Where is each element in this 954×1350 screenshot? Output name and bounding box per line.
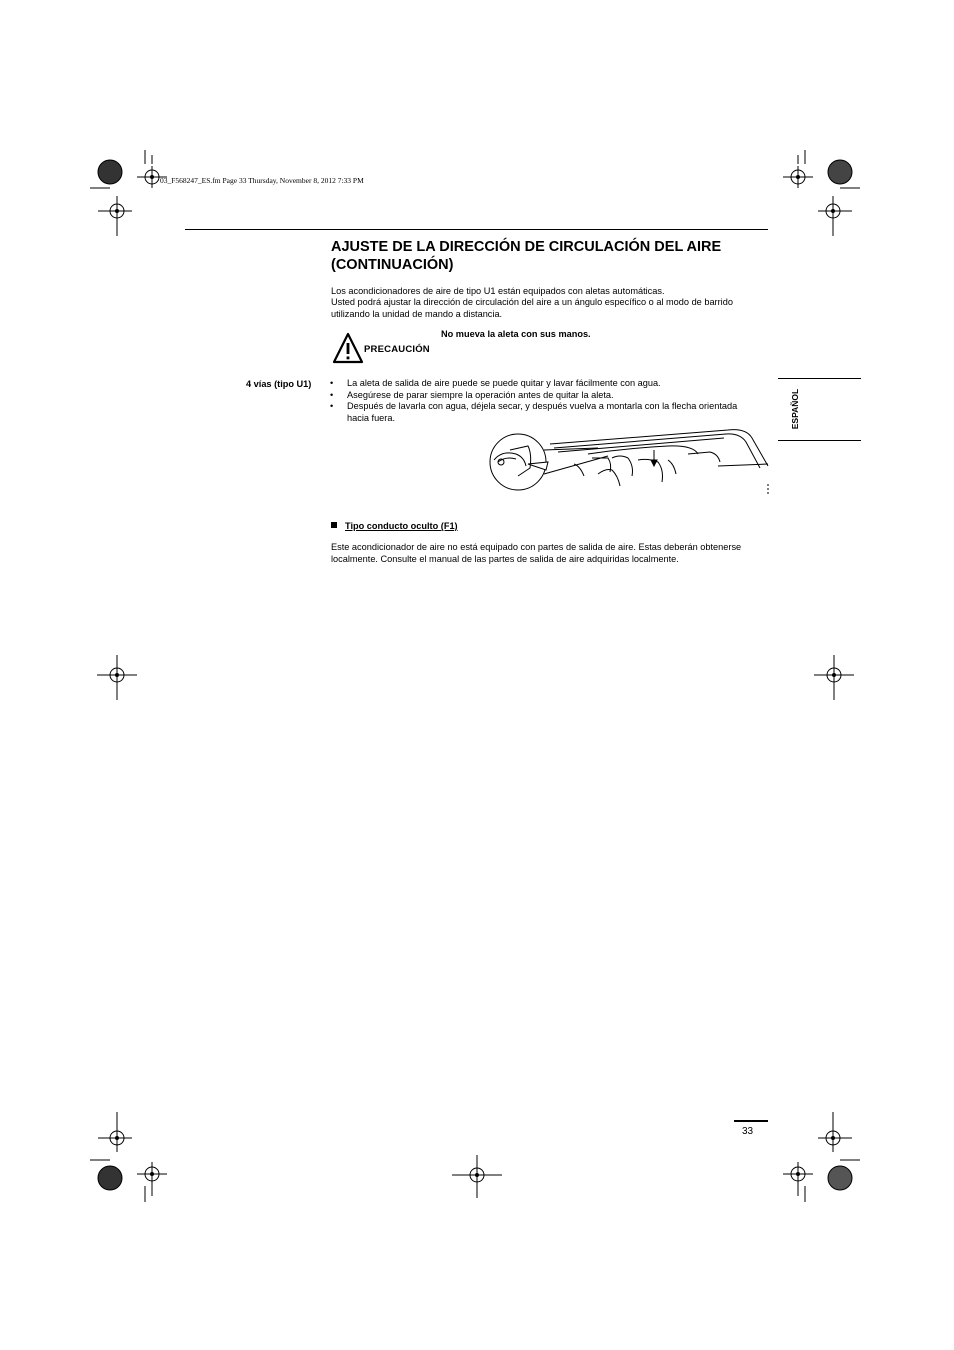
intro-line-2: Usted podrá ajustar la dirección de circulación del aire a un ángulo específico o al modo de barrido utilizando la unidad de mando a distancia. <box>331 297 733 319</box>
section-label-4-vias: 4 vías (tipo U1) <box>246 379 312 389</box>
caution-label: PRECAUCIÓN <box>364 344 430 355</box>
list-item: • Asegúrese de parar siempre la operación antes de quitar la aleta. <box>330 389 614 400</box>
page-number-rule <box>734 1120 768 1122</box>
registration-mark-mid-left <box>95 650 145 700</box>
section-heading-f1 <box>331 521 458 531</box>
section-heading-f1-text: Tipo conducto oculto (F1) <box>345 521 458 531</box>
bullet-list <box>330 378 750 424</box>
square-bullet-icon <box>331 522 337 528</box>
caution-text: No mueva la aleta con sus manos. <box>441 329 591 339</box>
language-tab-label <box>778 378 812 439</box>
flap-removal-illustration <box>488 424 770 496</box>
warning-triangle-icon <box>332 332 364 364</box>
list-item: • Después de lavarla con agua, déjela secar, y después vuelva a montarla con la flecha orientada hacia fuera. <box>330 401 738 423</box>
top-rule <box>185 229 768 230</box>
page-number: 33 <box>742 1126 754 1137</box>
file-info: 03_F568247_ES.fm Page 33 Thursday, November 8, 2012 7:33 PM <box>160 176 364 185</box>
registration-mark-bottom-right <box>770 1112 860 1202</box>
registration-mark-top-left <box>90 150 180 240</box>
registration-mark-top-right <box>770 150 860 240</box>
bullet-text: Asegúrese de parar siempre la operación antes de quitar la aleta. <box>347 389 614 400</box>
bullet-text: Después de lavarla con agua, déjela secar, y después vuelva a montarla con la flecha orientada hacia fuera. <box>347 401 738 423</box>
page-title: AJUSTE DE LA DIRECCIÓN DE CIRCULACIÓN DEL AIRE (CONTINUACIÓN) <box>331 239 722 273</box>
registration-mark-bottom-center <box>452 1150 502 1200</box>
language-tab-text: ESPAÑOL <box>790 388 800 429</box>
bullet-text: La aleta de salida de aire puede se puede quitar y lavar fácilmente con agua. <box>347 378 661 388</box>
intro-line-1: Los acondicionadores de aire de tipo U1 están equipados con aletas automáticas. <box>331 286 665 296</box>
registration-mark-mid-right <box>812 650 862 700</box>
list-item: • La aleta de salida de aire puede se puede quitar y lavar fácilmente con agua. <box>330 378 661 388</box>
registration-mark-bottom-left <box>90 1112 180 1202</box>
section-f1-text: Este acondicionador de aire no está equipado con partes de salida de aire. Estas deberán obtenerse localmente. Consulte el manual de las partes de salida de aire adquiridas localmente. <box>331 542 742 564</box>
